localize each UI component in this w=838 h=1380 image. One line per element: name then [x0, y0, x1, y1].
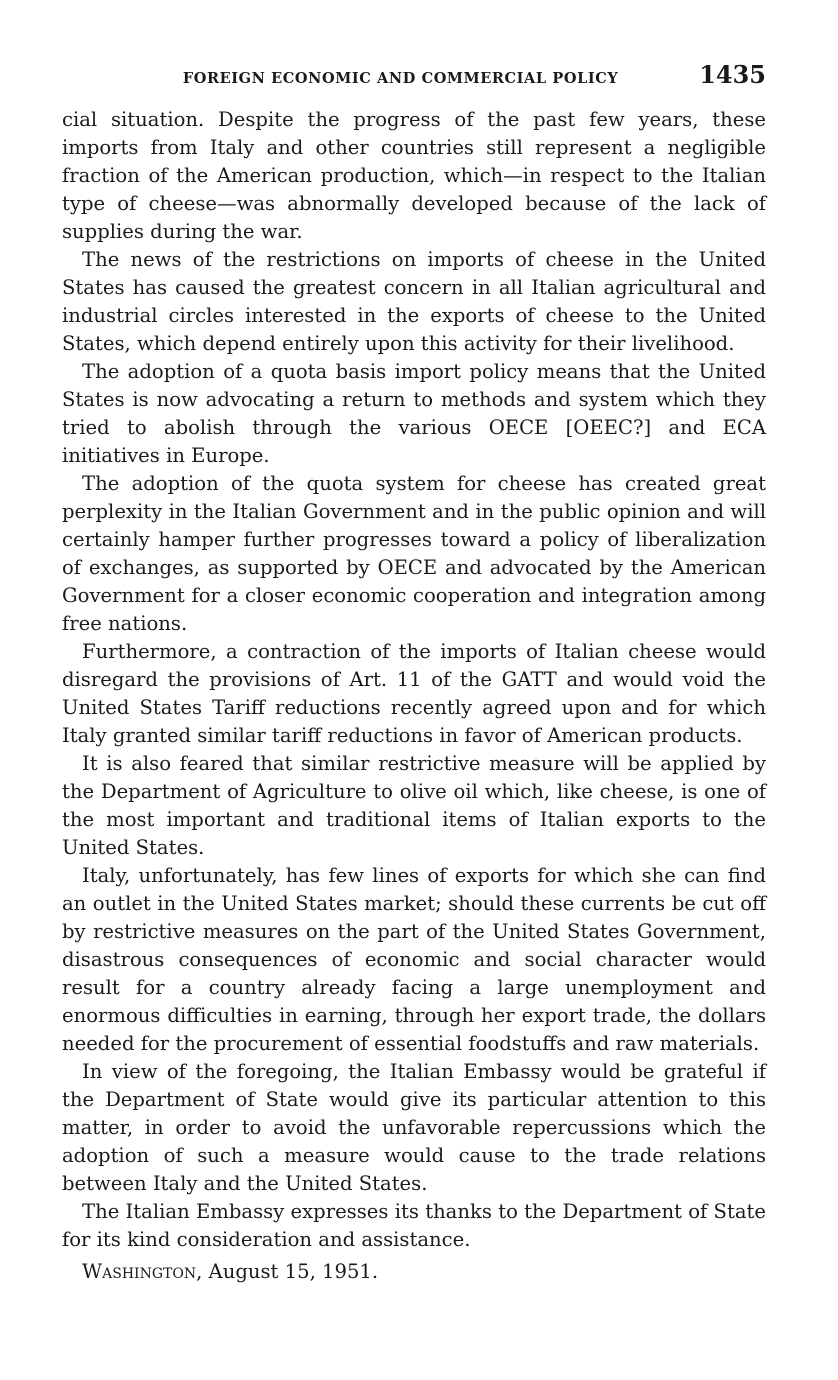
- running-title: FOREIGN ECONOMIC AND COMMERCIAL POLICY: [182, 70, 619, 87]
- paragraph-8: In view of the foregoing, the Italian Embassy would be grateful if the Department of State would give its particular attention to this matter, in order to avoid the unfavorable repercussions which the adoption of such a measure would cause to the trade relations between Italy and the United States.: [62, 1060, 766, 1195]
- signoff-place: Washington,: [82, 1260, 203, 1283]
- paragraph-9: The Italian Embassy expresses its thanks to the Department of State for its kind consideration and assistance.: [62, 1200, 766, 1251]
- signoff: [62, 1258, 766, 1286]
- paragraph-6: It is also feared that similar restrictive measure will be applied by the Department of Agriculture to olive oil which, like cheese, is one of the most important and traditional items of Italian exports to the United States.: [62, 752, 766, 859]
- paragraph-4: The adoption of the quota system for cheese has created great perplexity in the Italian Government and in the public opinion and will certainly hamper further progresses toward a policy of liberalization of exchanges, as supported by OECE and advocated by the American Government for a closer economic cooperation and integration among free nations.: [62, 472, 766, 635]
- paragraph-5: Furthermore, a contraction of the imports of Italian cheese would disregard the provisions of Art. 11 of the GATT and would void the United States Tariff reductions recently agreed upon and for which Italy granted similar tariff reductions in favor of American products.: [62, 640, 766, 747]
- paragraph-2: The news of the restrictions on imports of cheese in the United States has caused the greatest concern in all Italian agricultural and industrial circles interested in the exports of cheese to the United States, which depend entirely upon this activity for their livelihood.: [62, 248, 766, 355]
- document-page: [62, 60, 766, 1286]
- running-header: [62, 60, 766, 94]
- page-number: 1435: [699, 60, 766, 89]
- paragraph-3: The adoption of a quota basis import policy means that the United States is now advocating a return to methods and system which they tried to abolish through the various OECE [OEEC?] and ECA initiatives in Europe.: [62, 360, 766, 467]
- body-text: [62, 106, 766, 1254]
- paragraph-1: cial situation. Despite the progress of the past few years, these imports from Italy and other countries still represent a negligible fraction of the American production, which—in respect to the Italian type of cheese—was abnormally developed because of the lack of supplies during the war.: [62, 108, 766, 243]
- signoff-date: August 15, 1951.: [208, 1260, 379, 1283]
- paragraph-7: Italy, unfortunately, has few lines of exports for which she can find an outlet in the United States market; should these currents be cut off by restrictive measures on the part of the United States Government, disastrous consequences of economic and social character would result for a country already facing a large unemployment and enormous difficulties in earning, through her export trade, the dollars needed for the procurement of essential foodstuffs and raw materials.: [62, 864, 766, 1055]
